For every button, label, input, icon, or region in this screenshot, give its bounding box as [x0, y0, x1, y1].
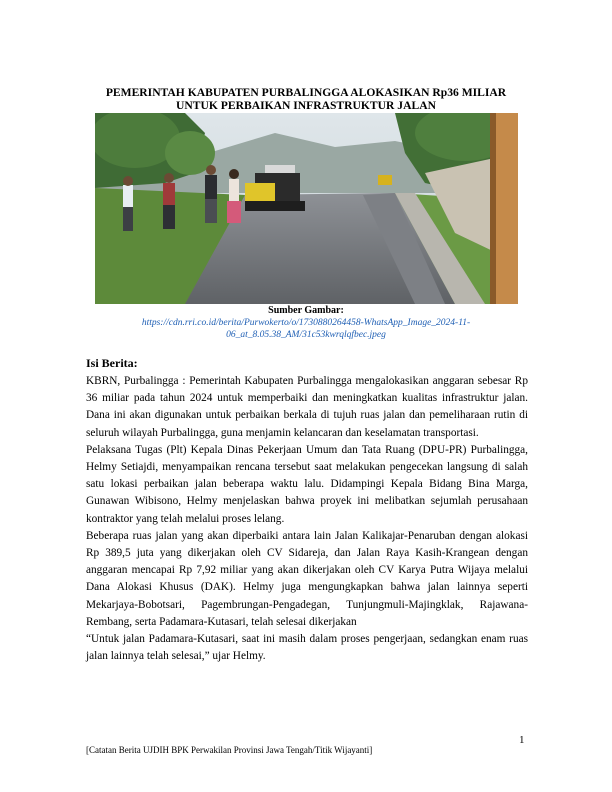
- paragraph: Beberapa ruas jalan yang akan diperbaiki antara lain Jalan Kalikajar-Penaruban dengan alokasi Rp 389,5 juta yang dikerjakan oleh CV Sidareja, dan Jalan Raya Kasih-Krangean dengan anggaran mencapai Rp 7,92 miliar yang akan dikerjakan oleh CV Karya Putra Wijaya melalui Dana Alokasi Khusus (DAK). Helmy juga mengungkapkan bahwa jalan lainnya seperti Mekarjaya-Bobotsari, Pagembrungan-Pengadegan, Tunjungmuli-Majingklak, Rajawana-Rembang, serta Padamara-Kutasari, telah selesai dikerjakan: [86, 529, 528, 628]
- page-number: 1: [519, 734, 525, 746]
- article-title: [80, 86, 532, 112]
- image-source-url[interactable]: [120, 317, 492, 341]
- article-body: [86, 373, 528, 665]
- paragraph: KBRN, Purbalingga : Pemerintah Kabupaten Purbalingga mengalokasikan anggaran sebesar Rp 36 miliar pada tahun 2024 untuk memperbaiki dan meningkatkan kualitas infrastruktur jalan. Dana ini akan digunakan untuk perbaikan berkala di tujuh ruas jalan dan pemeliharaan rutin di seluruh wilayah Purbalingga, guna menjamin kelancaran dan keselamatan transportasi.: [86, 375, 528, 439]
- paragraph: Pelaksana Tugas (Plt) Kepala Dinas Pekerjaan Umum dan Tata Ruang (DPU-PR) Purbalingga, Helmy Setiajdi, menyampaikan rencana tersebut saat melakukan pengecekan langsung di salah satu lokasi perbaikan jalan beberapa waktu lalu. Didampingi Kepala Bidang Bina Marga, Gunawan Wibisono, Helmy menjelaskan bahwa proyek ini melibatkan sejumlah perusahaan kontraktor yang telah melalui proses lelang.: [86, 443, 528, 525]
- image-source-label: Sumber Gambar:: [268, 305, 344, 316]
- title-line-2: UNTUK PERBAIKAN INFRASTRUKTUR JALAN: [176, 99, 436, 112]
- section-heading: Isi Berita:: [86, 356, 138, 370]
- paragraph: “Untuk jalan Padamara-Kutasari, saat ini masih dalam proses pengerjaan, sedangkan enam ruas jalan lainnya telah selesai,” ujar Helmy.: [86, 633, 528, 663]
- road-repair-photo: [95, 113, 518, 304]
- image-source-url-line-2[interactable]: 06_at_8.05.38_AM/31c53kwrqlqfbec.jpeg: [226, 330, 386, 340]
- image-source-url-line-1[interactable]: https://cdn.rri.co.id/berita/Purwokerto/o/1730880264458-WhatsApp_Image_2024-11-: [141, 318, 471, 328]
- footer-note: [Catatan Berita UJDIH BPK Perwakilan Provinsi Jawa Tengah/Titik Wijayanti]: [86, 745, 373, 755]
- title-line-1: PEMERINTAH KABUPATEN PURBALINGGA ALOKASIKAN Rp36 MILIAR: [105, 86, 507, 99]
